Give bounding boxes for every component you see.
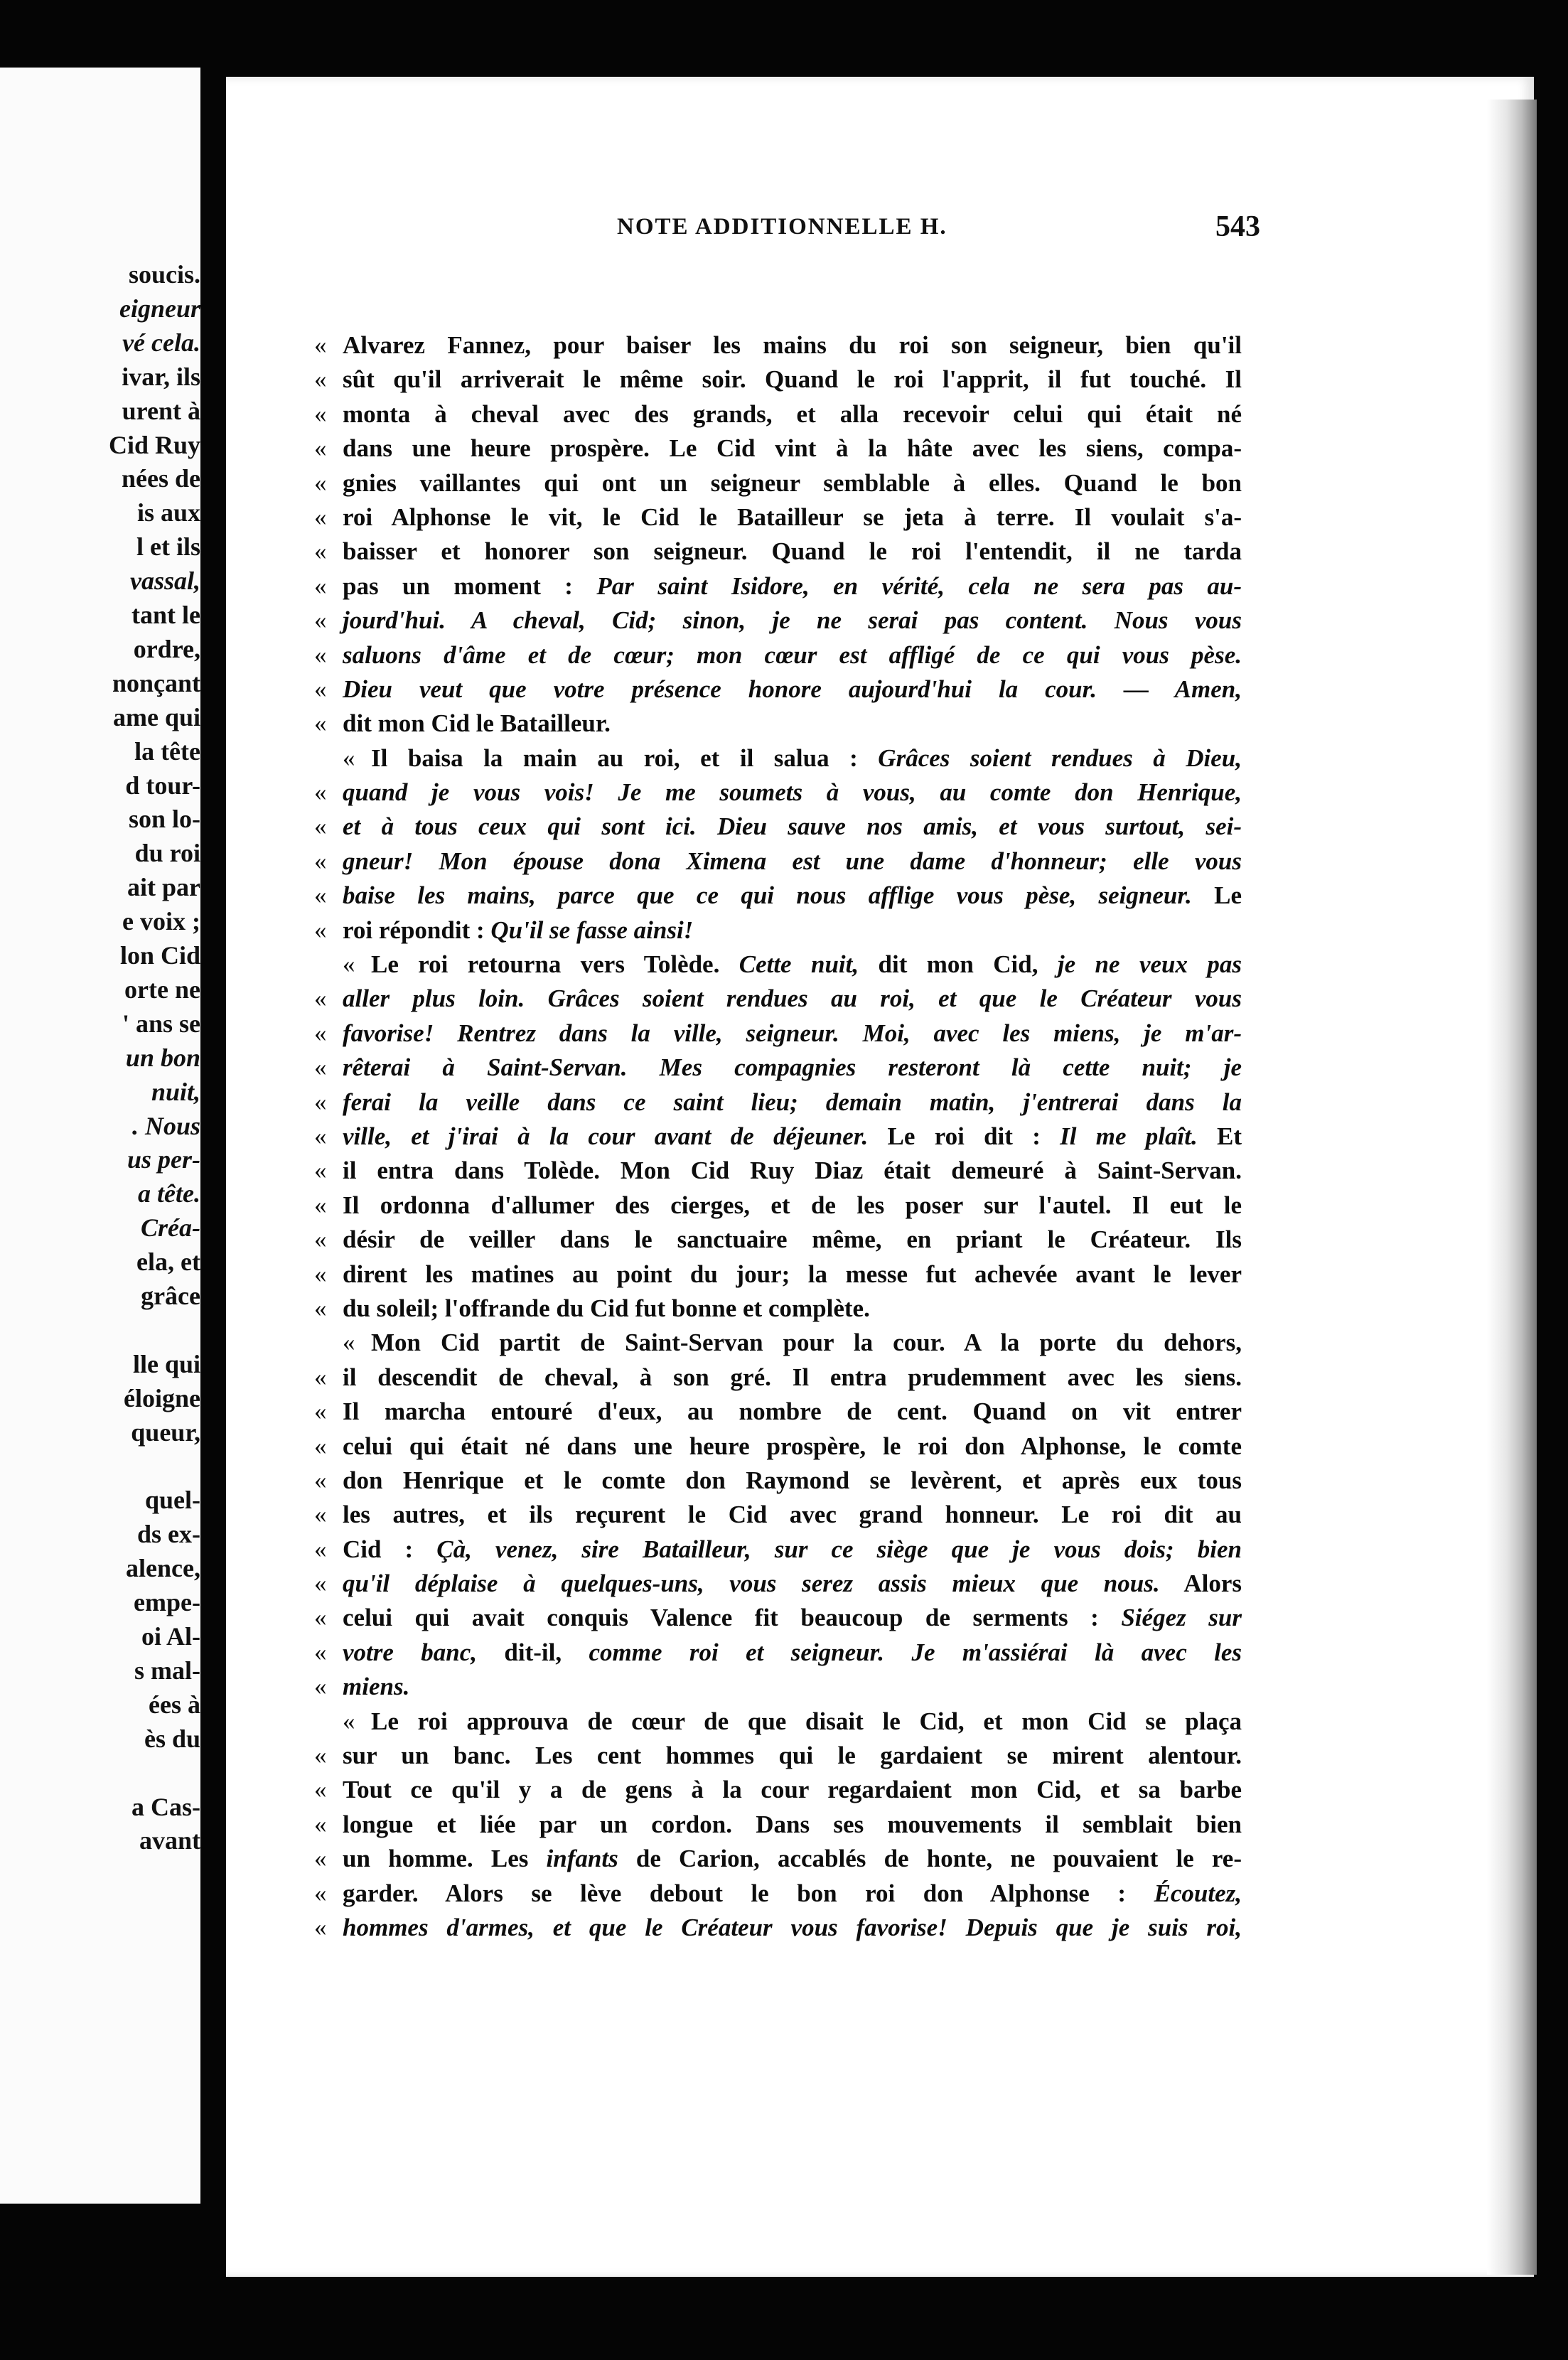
text-line <box>314 431 1242 466</box>
text-line <box>314 1498 1242 1532</box>
quote-mark: « <box>314 365 327 394</box>
text-run: baisser et honorer son seigneur. Quand le roi l'entendit, il ne tarda <box>343 537 1242 566</box>
text-line <box>314 1739 1242 1773</box>
text-run: pas un moment : <box>343 572 597 600</box>
previous-page-line: quel- <box>144 1486 200 1515</box>
italic-text: infants <box>546 1845 618 1873</box>
quote-mark: « <box>314 640 327 669</box>
text-line <box>314 776 1242 810</box>
quote-mark: « <box>314 1742 327 1770</box>
text-run: Le <box>1191 881 1242 910</box>
text-line <box>314 1636 1242 1670</box>
text-line <box>314 397 1242 431</box>
previous-page-line: ds ex- <box>137 1520 200 1549</box>
quote-mark: « <box>314 1122 327 1150</box>
running-title: NOTE ADDITIONNELLE H. <box>617 214 947 240</box>
previous-page-line: ordre, <box>133 634 200 663</box>
quote-mark: « <box>314 812 327 841</box>
previous-page-line: s mal- <box>134 1656 200 1685</box>
quote-mark: « <box>314 1776 327 1804</box>
quote-mark: « <box>343 744 355 772</box>
quote-mark: « <box>314 1398 327 1426</box>
quote-mark: « <box>314 1157 327 1185</box>
text-line <box>314 1292 1242 1326</box>
quote-mark: « <box>314 1466 327 1494</box>
text-line <box>314 500 1242 535</box>
quote-mark: « <box>314 1432 327 1460</box>
text-line <box>314 535 1242 569</box>
previous-page-text <box>0 68 200 2204</box>
text-run: Le roi dit : <box>868 1122 1060 1150</box>
page-header <box>333 210 1260 252</box>
text-run: monta à cheval avec des grands, et alla recevoir celui qui était né <box>343 399 1242 428</box>
text-run: celui qui avait conquis Valence fit beaucoup de serments : <box>343 1604 1122 1632</box>
previous-page-line: ame qui <box>112 702 200 731</box>
quote-mark: « <box>314 675 327 703</box>
italic-text: rêterai à Saint-Servan. Mes compagnies resteront là cette nuit; je <box>343 1053 1242 1082</box>
text-line <box>314 1601 1242 1635</box>
quote-mark: « <box>314 434 327 463</box>
previous-page-line: Créa- <box>141 1213 200 1243</box>
text-line <box>314 1842 1242 1876</box>
text-run: sût qu'il arriverait le même soir. Quand le roi l'apprit, il fut touché. Il <box>343 365 1242 394</box>
text-run: sur un banc. Les cent hommes qui le gardaient se mirent alentour. <box>343 1742 1242 1770</box>
previous-page-line: eigneur <box>119 294 200 323</box>
italic-text: ferai la veille dans ce saint lieu; demain matin, j'entrerai dans la <box>343 1088 1242 1116</box>
previous-page-line: ès du <box>144 1724 200 1753</box>
text-run: dit-il, <box>477 1638 589 1666</box>
text-run: Alors <box>1159 1570 1242 1598</box>
text-line <box>314 1189 1242 1223</box>
text-line <box>314 363 1242 397</box>
text-run: de Carion, accablés de honte, ne pouvaient le re- <box>618 1845 1242 1873</box>
previous-page-line: a tête. <box>138 1179 200 1208</box>
text-line <box>314 913 1242 948</box>
quote-mark: « <box>314 399 327 428</box>
previous-page-line: alence, <box>126 1554 200 1583</box>
text-line <box>314 948 1242 982</box>
quote-mark: « <box>314 1363 327 1391</box>
italic-text: votre banc, <box>343 1638 478 1666</box>
italic-text: et à tous ceux qui sont ici. Dieu sauve nos amis, et vous surtout, sei- <box>343 812 1242 841</box>
text-run: Il marcha entouré d'eux, au nombre de cent. Quand on vit entrer <box>343 1398 1242 1426</box>
text-run: Le roi approuva de cœur de que disait le Cid, et mon Cid se plaça <box>371 1707 1242 1735</box>
quote-mark: « <box>314 331 327 359</box>
italic-text: quand je vous vois! Je me soumets à vous, au comte don Henrique, <box>343 778 1242 807</box>
text-line <box>314 1395 1242 1429</box>
quote-mark: « <box>314 503 327 531</box>
quote-mark: « <box>314 1019 327 1047</box>
text-line <box>314 1670 1242 1704</box>
text-line <box>314 1773 1242 1807</box>
text-run: un homme. Les <box>343 1845 547 1873</box>
previous-page-line: e voix ; <box>122 907 200 936</box>
text-run: Et <box>1197 1122 1242 1150</box>
previous-page-line: grâce <box>141 1282 200 1310</box>
italic-text: Il me plaît. <box>1060 1122 1198 1150</box>
previous-page-line: lon Cid <box>119 941 200 970</box>
previous-page-line: us per- <box>127 1145 200 1174</box>
previous-page-line: soucis. <box>128 260 200 289</box>
text-line <box>314 1154 1242 1188</box>
text-run: il entra dans Tolède. Mon Cid Ruy Diaz était demeuré à Saint-Servan. <box>343 1157 1242 1185</box>
text-run: les autres, et ils reçurent le Cid avec grand honneur. Le roi dit au <box>343 1501 1242 1529</box>
text-run: roi Alphonse le vit, le Cid le Batailleur se jeta à terre. Il voulait s'a- <box>343 503 1242 531</box>
text-line <box>314 810 1242 844</box>
quote-mark: « <box>314 1053 327 1082</box>
previous-page-line: vassal, <box>130 567 200 596</box>
italic-text: gneur! Mon épouse dona Ximena est une dame d'honneur; elle vous <box>343 847 1242 875</box>
text-line <box>314 1257 1242 1292</box>
previous-page-line: l et ils <box>136 532 200 562</box>
previous-page-line: ées à <box>149 1690 200 1719</box>
quote-mark: « <box>343 1707 355 1735</box>
quote-mark: « <box>314 916 327 944</box>
text-run: Tout ce qu'il y a de gens à la cour regardaient mon Cid, et sa barbe <box>343 1776 1242 1804</box>
text-line <box>314 1120 1242 1154</box>
quote-mark: « <box>314 1913 327 1941</box>
previous-page-line: is aux <box>136 498 200 527</box>
text-line <box>314 879 1242 913</box>
text-line <box>314 1533 1242 1567</box>
italic-text: Grâces soient rendues à Dieu, <box>878 744 1242 772</box>
italic-text: Çà, venez, sire Batailleur, sur ce siège que je vous dois; bien <box>436 1535 1242 1563</box>
previous-page-line: un bon <box>125 1043 200 1072</box>
text-run: roi répondit : <box>343 916 491 944</box>
italic-text: favorise! Rentrez dans la ville, seigneur. Moi, avec les miens, je m'ar- <box>343 1019 1242 1047</box>
italic-text: Par saint Isidore, en vérité, cela ne sera pas au- <box>596 572 1242 600</box>
previous-page <box>0 68 200 2204</box>
italic-text: jourd'hui. A cheval, Cid; sinon, je ne serai pas content. Nous vous <box>343 606 1242 635</box>
quote-mark: « <box>314 985 327 1013</box>
page-edge <box>1487 100 1537 2275</box>
text-line <box>314 1051 1242 1085</box>
text-run: dirent les matines au point du jour; la messe fut achevée avant le lever <box>343 1260 1242 1288</box>
text-line <box>314 1464 1242 1498</box>
text-run: il descendit de cheval, à son gré. Il entra prudemment avec les siens. <box>343 1363 1242 1391</box>
previous-page-line: nées de <box>122 464 200 493</box>
previous-page-line: ela, et <box>136 1248 200 1277</box>
text-line <box>314 1223 1242 1257</box>
text-line <box>314 466 1242 500</box>
previous-page-line: . Nous <box>131 1111 200 1140</box>
previous-page-line: queur, <box>131 1417 200 1447</box>
italic-text: ville, et j'irai à la cour avant de déjeuner. <box>343 1122 869 1150</box>
text-line <box>314 1705 1242 1739</box>
text-run: Cid : <box>343 1535 437 1563</box>
text-run: dans une heure prospère. Le Cid vint à la hâte avec les siens, compa- <box>343 434 1242 463</box>
quote-mark: « <box>314 778 327 807</box>
previous-page-line: ' ans se <box>122 1009 200 1038</box>
previous-page-line: urent à <box>122 396 200 425</box>
page-number: 543 <box>1215 210 1260 243</box>
text-line <box>314 569 1242 604</box>
quote-mark: « <box>314 1088 327 1116</box>
quote-mark: « <box>314 881 327 910</box>
previous-page-line: orte ne <box>124 975 200 1004</box>
quote-mark: « <box>314 537 327 566</box>
italic-text: saluons d'âme et de cœur; mon cœur est affligé de ce qui vous pèse. <box>343 640 1242 669</box>
text-run: Alvarez Fannez, pour baiser les mains du roi son seigneur, bien qu'il <box>343 331 1242 359</box>
text-run: dit mon Cid, <box>859 950 1058 979</box>
text-line <box>314 844 1242 879</box>
previous-page-line: Cid Ruy <box>108 430 200 459</box>
previous-page-line: vé cela. <box>122 328 200 357</box>
italic-text: Écoutez, <box>1154 1879 1242 1907</box>
text-run: Mon Cid partit de Saint-Servan pour la cour. A la porte du dehors, <box>371 1329 1242 1357</box>
italic-text: hommes d'armes, et que le Créateur vous favorise! Depuis que je suis roi, <box>343 1913 1242 1941</box>
text-line <box>314 638 1242 672</box>
quote-mark: « <box>314 572 327 600</box>
text-line <box>314 1911 1242 1945</box>
previous-page-line: la tête <box>134 736 200 766</box>
text-run: Le roi retourna vers Tolède. <box>371 950 739 979</box>
quote-mark: « <box>314 1225 327 1254</box>
text-line <box>314 1430 1242 1464</box>
quote-mark: « <box>314 709 327 738</box>
text-run: don Henrique et le comte don Raymond se levèrent, et après eux tous <box>343 1466 1242 1494</box>
text-line <box>314 328 1242 363</box>
quote-mark: « <box>314 1260 327 1288</box>
previous-page-line: ait par <box>127 873 200 902</box>
text-line <box>314 741 1242 776</box>
previous-page-line: tant le <box>131 601 200 629</box>
text-run: celui qui était né dans une heure prospère, le roi don Alphonse, le comte <box>343 1432 1242 1460</box>
italic-text: Cette nuit, <box>739 950 859 979</box>
text-line <box>314 672 1242 707</box>
previous-page-line: nuit, <box>151 1077 200 1106</box>
text-line <box>314 1877 1242 1911</box>
quote-mark: « <box>314 1294 327 1322</box>
text-run: garder. Alors se lève debout le bon roi don Alphonse : <box>343 1879 1154 1907</box>
text-run: Il ordonna d'allumer des cierges, et de les poser sur l'autel. Il eut le <box>343 1191 1242 1219</box>
text-line <box>314 1017 1242 1051</box>
text-line <box>314 707 1242 741</box>
quote-mark: « <box>314 1810 327 1838</box>
text-line <box>314 982 1242 1016</box>
quote-mark: « <box>314 1673 327 1701</box>
previous-page-line: lle qui <box>132 1349 200 1378</box>
previous-page-line: éloigne <box>124 1383 200 1412</box>
text-line <box>314 1361 1242 1395</box>
quote-mark: « <box>343 1329 355 1357</box>
quote-mark: « <box>314 1638 327 1666</box>
text-line <box>314 1567 1242 1601</box>
italic-text: Siégez sur <box>1121 1604 1242 1632</box>
text-run: longue et liée par un cordon. Dans ses mouvements il semblait bien <box>343 1810 1242 1838</box>
text-run: Il baisa la main au roi, et il salua : <box>371 744 879 772</box>
quote-mark: « <box>314 1570 327 1598</box>
text-run: dit mon Cid le Batailleur. <box>343 709 611 738</box>
previous-page-line: oi Al- <box>141 1622 200 1651</box>
italic-text: baise les mains, parce que ce qui nous afflige vous pèse, seigneur. <box>343 881 1192 910</box>
quote-mark: « <box>314 1604 327 1632</box>
italic-text: qu'il déplaise à quelques-uns, vous serez assis mieux que nous. <box>343 1570 1160 1598</box>
italic-text: Dieu veut que votre présence honore aujourd'hui la cour. — Amen, <box>343 675 1242 703</box>
quote-mark: « <box>314 468 327 497</box>
italic-text: Qu'il se fasse ainsi! <box>490 916 694 944</box>
previous-page-line: nonçant <box>112 668 200 697</box>
text-line <box>314 1326 1242 1360</box>
previous-page-line: a Cas- <box>131 1792 200 1821</box>
text-line <box>314 1085 1242 1120</box>
quote-mark: « <box>314 847 327 875</box>
previous-page-line: ivar, ils <box>122 362 200 391</box>
quote-mark: « <box>314 1191 327 1219</box>
body-text <box>314 328 1242 1945</box>
italic-text: je ne veux pas <box>1057 950 1242 979</box>
italic-text: aller plus loin. Grâces soient rendues au roi, et que le Créateur vous <box>343 985 1242 1013</box>
italic-text: miens. <box>343 1673 410 1701</box>
quote-mark: « <box>343 950 355 979</box>
text-line <box>314 604 1242 638</box>
previous-page-line: du roi <box>134 839 200 868</box>
italic-text: comme roi et seigneur. Je m'assiérai là avec les <box>589 1638 1242 1666</box>
quote-mark: « <box>314 1535 327 1563</box>
previous-page-line: avant <box>139 1826 200 1855</box>
quote-mark: « <box>314 606 327 635</box>
previous-page-line: empe- <box>134 1588 200 1617</box>
quote-mark: « <box>314 1501 327 1529</box>
quote-mark: « <box>314 1845 327 1873</box>
text-run: du soleil; l'offrande du Cid fut bonne et complète. <box>343 1294 870 1322</box>
text-run: désir de veiller dans le sanctuaire même, en priant le Créateur. Ils <box>343 1225 1242 1254</box>
previous-page-line: d tour- <box>125 771 200 800</box>
previous-page-line: son lo- <box>128 805 200 834</box>
quote-mark: « <box>314 1879 327 1907</box>
text-line <box>314 1808 1242 1842</box>
text-run: gnies vaillantes qui ont un seigneur semblable à elles. Quand le bon <box>343 468 1242 497</box>
